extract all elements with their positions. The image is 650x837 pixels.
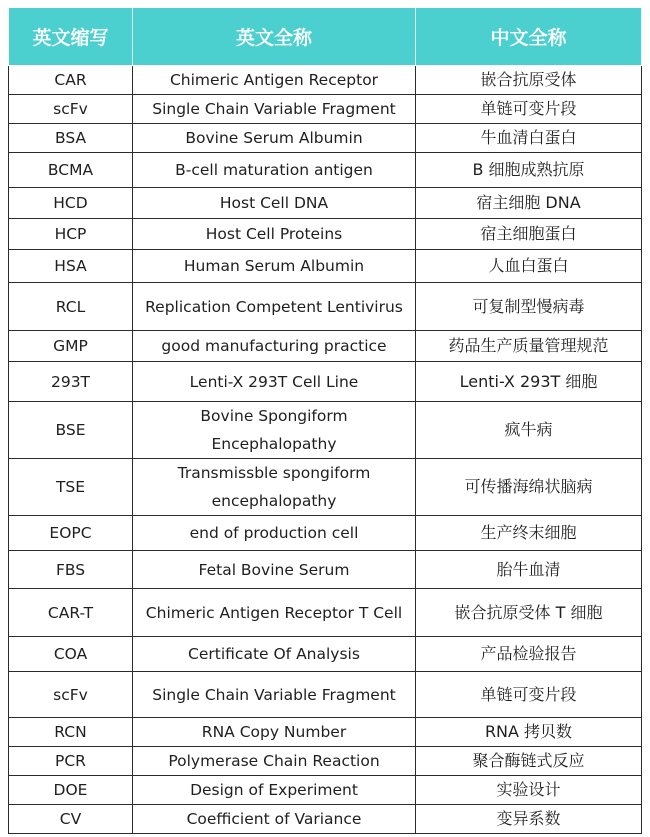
- table-row: [9, 124, 642, 153]
- cell-abbreviation: CAR: [9, 66, 133, 95]
- table-row: [9, 402, 642, 459]
- cell-chinese-full-name: B 细胞成熟抗原: [416, 153, 642, 188]
- cell-chinese-full-name: 变异系数: [416, 805, 642, 834]
- table-row: [9, 188, 642, 219]
- cell-english-full-name: Single Chain Variable Fragment: [133, 672, 416, 718]
- cell-english-full-name: Fetal Bovine Serum: [133, 551, 416, 589]
- cell-english-full-name: Host Cell Proteins: [133, 219, 416, 250]
- abbreviation-table: [8, 7, 642, 834]
- cell-english-full-name: Bovine Serum Albumin: [133, 124, 416, 153]
- cell-abbreviation: EOPC: [9, 516, 133, 551]
- cell-chinese-full-name: 嵌合抗原受体: [416, 66, 642, 95]
- table-row: [9, 153, 642, 188]
- cell-english-full-name: Bovine Spongiform Encephalopathy: [133, 402, 416, 459]
- cell-chinese-full-name: 宿主细胞蛋白: [416, 219, 642, 250]
- cell-abbreviation: GMP: [9, 331, 133, 362]
- table-row: [9, 516, 642, 551]
- cell-abbreviation: RCL: [9, 283, 133, 331]
- header-english-full-name: 英文全称: [133, 8, 416, 66]
- cell-chinese-full-name: 实验设计: [416, 776, 642, 805]
- header-chinese-full-name: 中文全称: [416, 8, 642, 66]
- abbreviation-table-container: [8, 7, 641, 834]
- cell-abbreviation: HSA: [9, 250, 133, 283]
- cell-abbreviation: TSE: [9, 459, 133, 516]
- cell-abbreviation: BSE: [9, 402, 133, 459]
- cell-abbreviation: scFv: [9, 95, 133, 124]
- cell-chinese-full-name: 嵌合抗原受体 T 细胞: [416, 589, 642, 637]
- cell-abbreviation: RCN: [9, 718, 133, 747]
- cell-english-full-name: Transmissble spongiform encephalopathy: [133, 459, 416, 516]
- cell-abbreviation: scFv: [9, 672, 133, 718]
- table-row: [9, 551, 642, 589]
- cell-chinese-full-name: 单链可变片段: [416, 672, 642, 718]
- cell-english-full-name: B-cell maturation antigen: [133, 153, 416, 188]
- cell-chinese-full-name: 单链可变片段: [416, 95, 642, 124]
- cell-chinese-full-name: 胎牛血清: [416, 551, 642, 589]
- cell-abbreviation: CV: [9, 805, 133, 834]
- cell-english-full-name: Lenti-X 293T Cell Line: [133, 362, 416, 402]
- table-row: [9, 718, 642, 747]
- cell-chinese-full-name: 生产终末细胞: [416, 516, 642, 551]
- header-row: [9, 8, 642, 66]
- table-row: [9, 672, 642, 718]
- cell-abbreviation: CAR-T: [9, 589, 133, 637]
- table-header: [9, 8, 642, 66]
- table-row: [9, 219, 642, 250]
- cell-abbreviation: PCR: [9, 747, 133, 776]
- cell-chinese-full-name: 产品检验报告: [416, 637, 642, 672]
- cell-english-full-name: Polymerase Chain Reaction: [133, 747, 416, 776]
- cell-chinese-full-name: 疯牛病: [416, 402, 642, 459]
- cell-chinese-full-name: 可传播海绵状脑病: [416, 459, 642, 516]
- cell-english-full-name: good manufacturing practice: [133, 331, 416, 362]
- table-row: [9, 331, 642, 362]
- cell-english-full-name: Human Serum Albumin: [133, 250, 416, 283]
- cell-english-full-name: end of production cell: [133, 516, 416, 551]
- cell-abbreviation: BCMA: [9, 153, 133, 188]
- cell-english-full-name: Chimeric Antigen Receptor: [133, 66, 416, 95]
- cell-english-full-name: Host Cell DNA: [133, 188, 416, 219]
- cell-abbreviation: COA: [9, 637, 133, 672]
- cell-abbreviation: 293T: [9, 362, 133, 402]
- cell-chinese-full-name: 牛血清白蛋白: [416, 124, 642, 153]
- table-row: [9, 589, 642, 637]
- cell-english-full-name: Design of Experiment: [133, 776, 416, 805]
- cell-english-full-name: Certificate Of Analysis: [133, 637, 416, 672]
- cell-chinese-full-name: 药品生产质量管理规范: [416, 331, 642, 362]
- table-row: [9, 362, 642, 402]
- cell-chinese-full-name: 聚合酶链式反应: [416, 747, 642, 776]
- cell-abbreviation: DOE: [9, 776, 133, 805]
- table-row: [9, 747, 642, 776]
- cell-abbreviation: FBS: [9, 551, 133, 589]
- cell-english-full-name: Coefficient of Variance: [133, 805, 416, 834]
- cell-abbreviation: HCD: [9, 188, 133, 219]
- table-row: [9, 95, 642, 124]
- cell-chinese-full-name: 宿主细胞 DNA: [416, 188, 642, 219]
- cell-english-full-name: Single Chain Variable Fragment: [133, 95, 416, 124]
- table-row: [9, 459, 642, 516]
- table-row: [9, 66, 642, 95]
- table-row: [9, 250, 642, 283]
- cell-english-full-name: Chimeric Antigen Receptor T Cell: [133, 589, 416, 637]
- table-row: [9, 805, 642, 834]
- cell-abbreviation: HCP: [9, 219, 133, 250]
- cell-chinese-full-name: 人血白蛋白: [416, 250, 642, 283]
- table-body: [9, 66, 642, 834]
- header-abbreviation: 英文缩写: [9, 8, 133, 66]
- table-row: [9, 283, 642, 331]
- cell-chinese-full-name: RNA 拷贝数: [416, 718, 642, 747]
- cell-english-full-name: RNA Copy Number: [133, 718, 416, 747]
- table-row: [9, 776, 642, 805]
- cell-abbreviation: BSA: [9, 124, 133, 153]
- cell-chinese-full-name: Lenti-X 293T 细胞: [416, 362, 642, 402]
- cell-chinese-full-name: 可复制型慢病毒: [416, 283, 642, 331]
- table-row: [9, 637, 642, 672]
- cell-english-full-name: Replication Competent Lentivirus: [133, 283, 416, 331]
